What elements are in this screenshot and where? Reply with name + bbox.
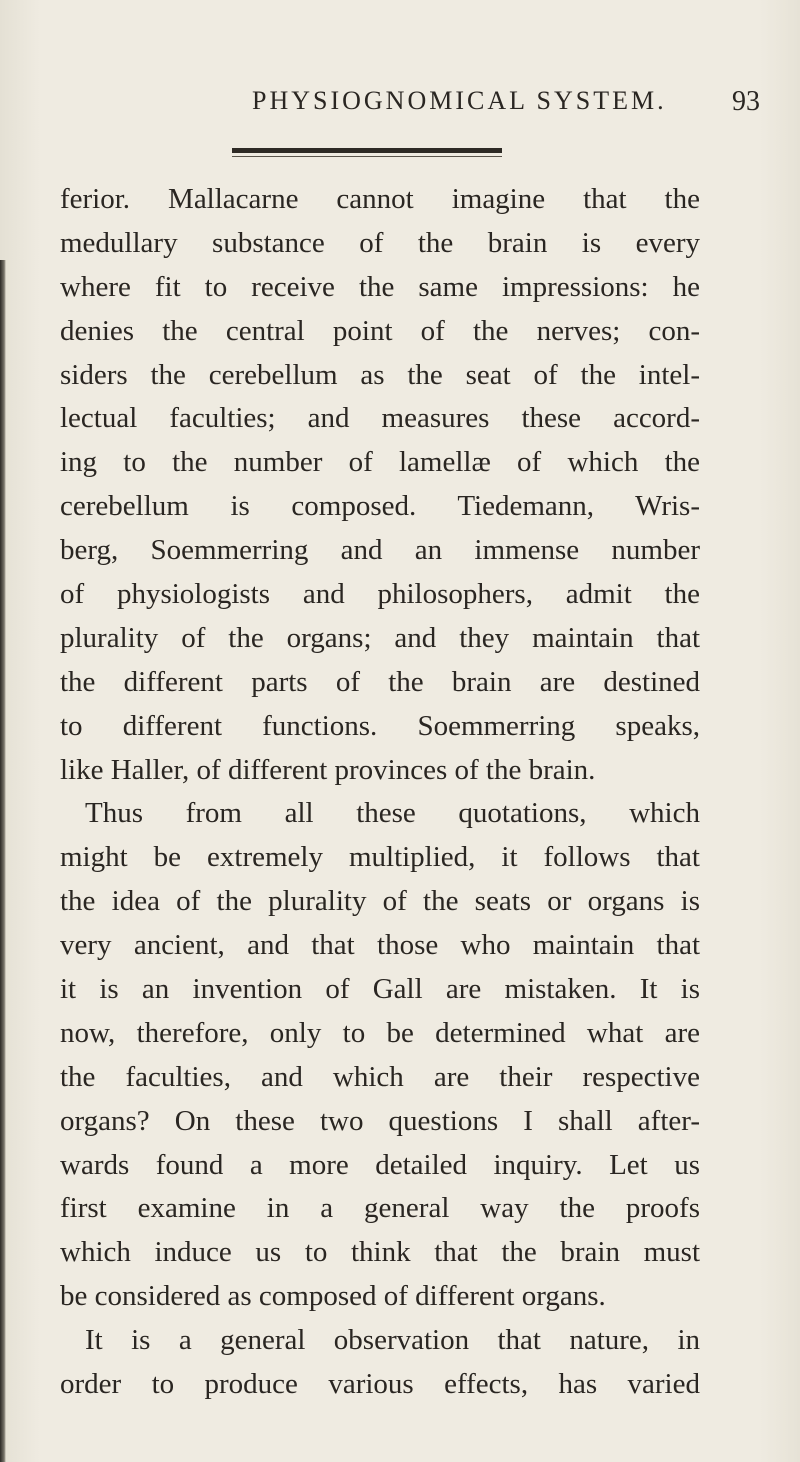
text-line: which induce us to think that the brain must <box>60 1236 700 1269</box>
text-line: the idea of the plurality of the seats or organs is <box>60 885 700 918</box>
header-rule-thin <box>232 156 502 157</box>
text-line: cerebellum is composed. Tiedemann, Wris- <box>60 490 700 523</box>
text-line: be considered as composed of different organs. <box>60 1280 606 1313</box>
text-line: organs? On these two questions I shall after- <box>60 1104 700 1137</box>
paragraph-start-line: It is a general observation that nature, in <box>85 1324 700 1357</box>
text-line: first examine in a general way the proofs <box>60 1192 700 1225</box>
body-text <box>60 178 700 1407</box>
text-line: very ancient, and that those who maintain that <box>60 929 700 962</box>
text-line: berg, Soemmerring and an immense number <box>60 534 700 567</box>
text-line: might be extremely multiplied, it follows that <box>60 841 700 874</box>
page-header <box>60 86 760 126</box>
text-line: the faculties, and which are their respective <box>60 1060 700 1093</box>
text-line: ferior. Mallacarne cannot imagine that the <box>60 183 700 215</box>
text-line: wards found a more detailed inquiry. Let us <box>60 1148 700 1181</box>
text-line: denies the central point of the nerves; con- <box>60 314 700 347</box>
text-line: the different parts of the brain are destined <box>60 665 700 698</box>
text-line: siders the cerebellum as the seat of the intel- <box>60 358 700 391</box>
text-line: lectual faculties; and measures these accord- <box>60 402 700 435</box>
text-line: of physiologists and philosophers, admit the <box>60 578 700 611</box>
text-line: plurality of the organs; and they maintain that <box>60 621 700 654</box>
paragraph-start-line: Thus from all these quotations, which <box>85 797 700 830</box>
text-line: ing to the number of lamellæ of which the <box>60 446 700 479</box>
text-line: now, therefore, only to be determined what are <box>60 1016 700 1049</box>
running-head: PHYSIOGNOMICAL SYSTEM. <box>252 86 667 115</box>
text-line: where fit to receive the same impressions: he <box>60 270 700 303</box>
page-binding-edge <box>0 260 6 1462</box>
text-line: it is an invention of Gall are mistaken. It is <box>60 973 700 1006</box>
text-line: medullary substance of the brain is every <box>60 226 700 259</box>
page-number: 93 <box>732 86 760 117</box>
text-line: to different functions. Soemmerring speaks, <box>60 709 700 742</box>
text-line: like Haller, of different provinces of the brain. <box>60 753 596 786</box>
header-rule <box>232 148 502 153</box>
text-line: order to produce various effects, has varied <box>60 1368 700 1401</box>
